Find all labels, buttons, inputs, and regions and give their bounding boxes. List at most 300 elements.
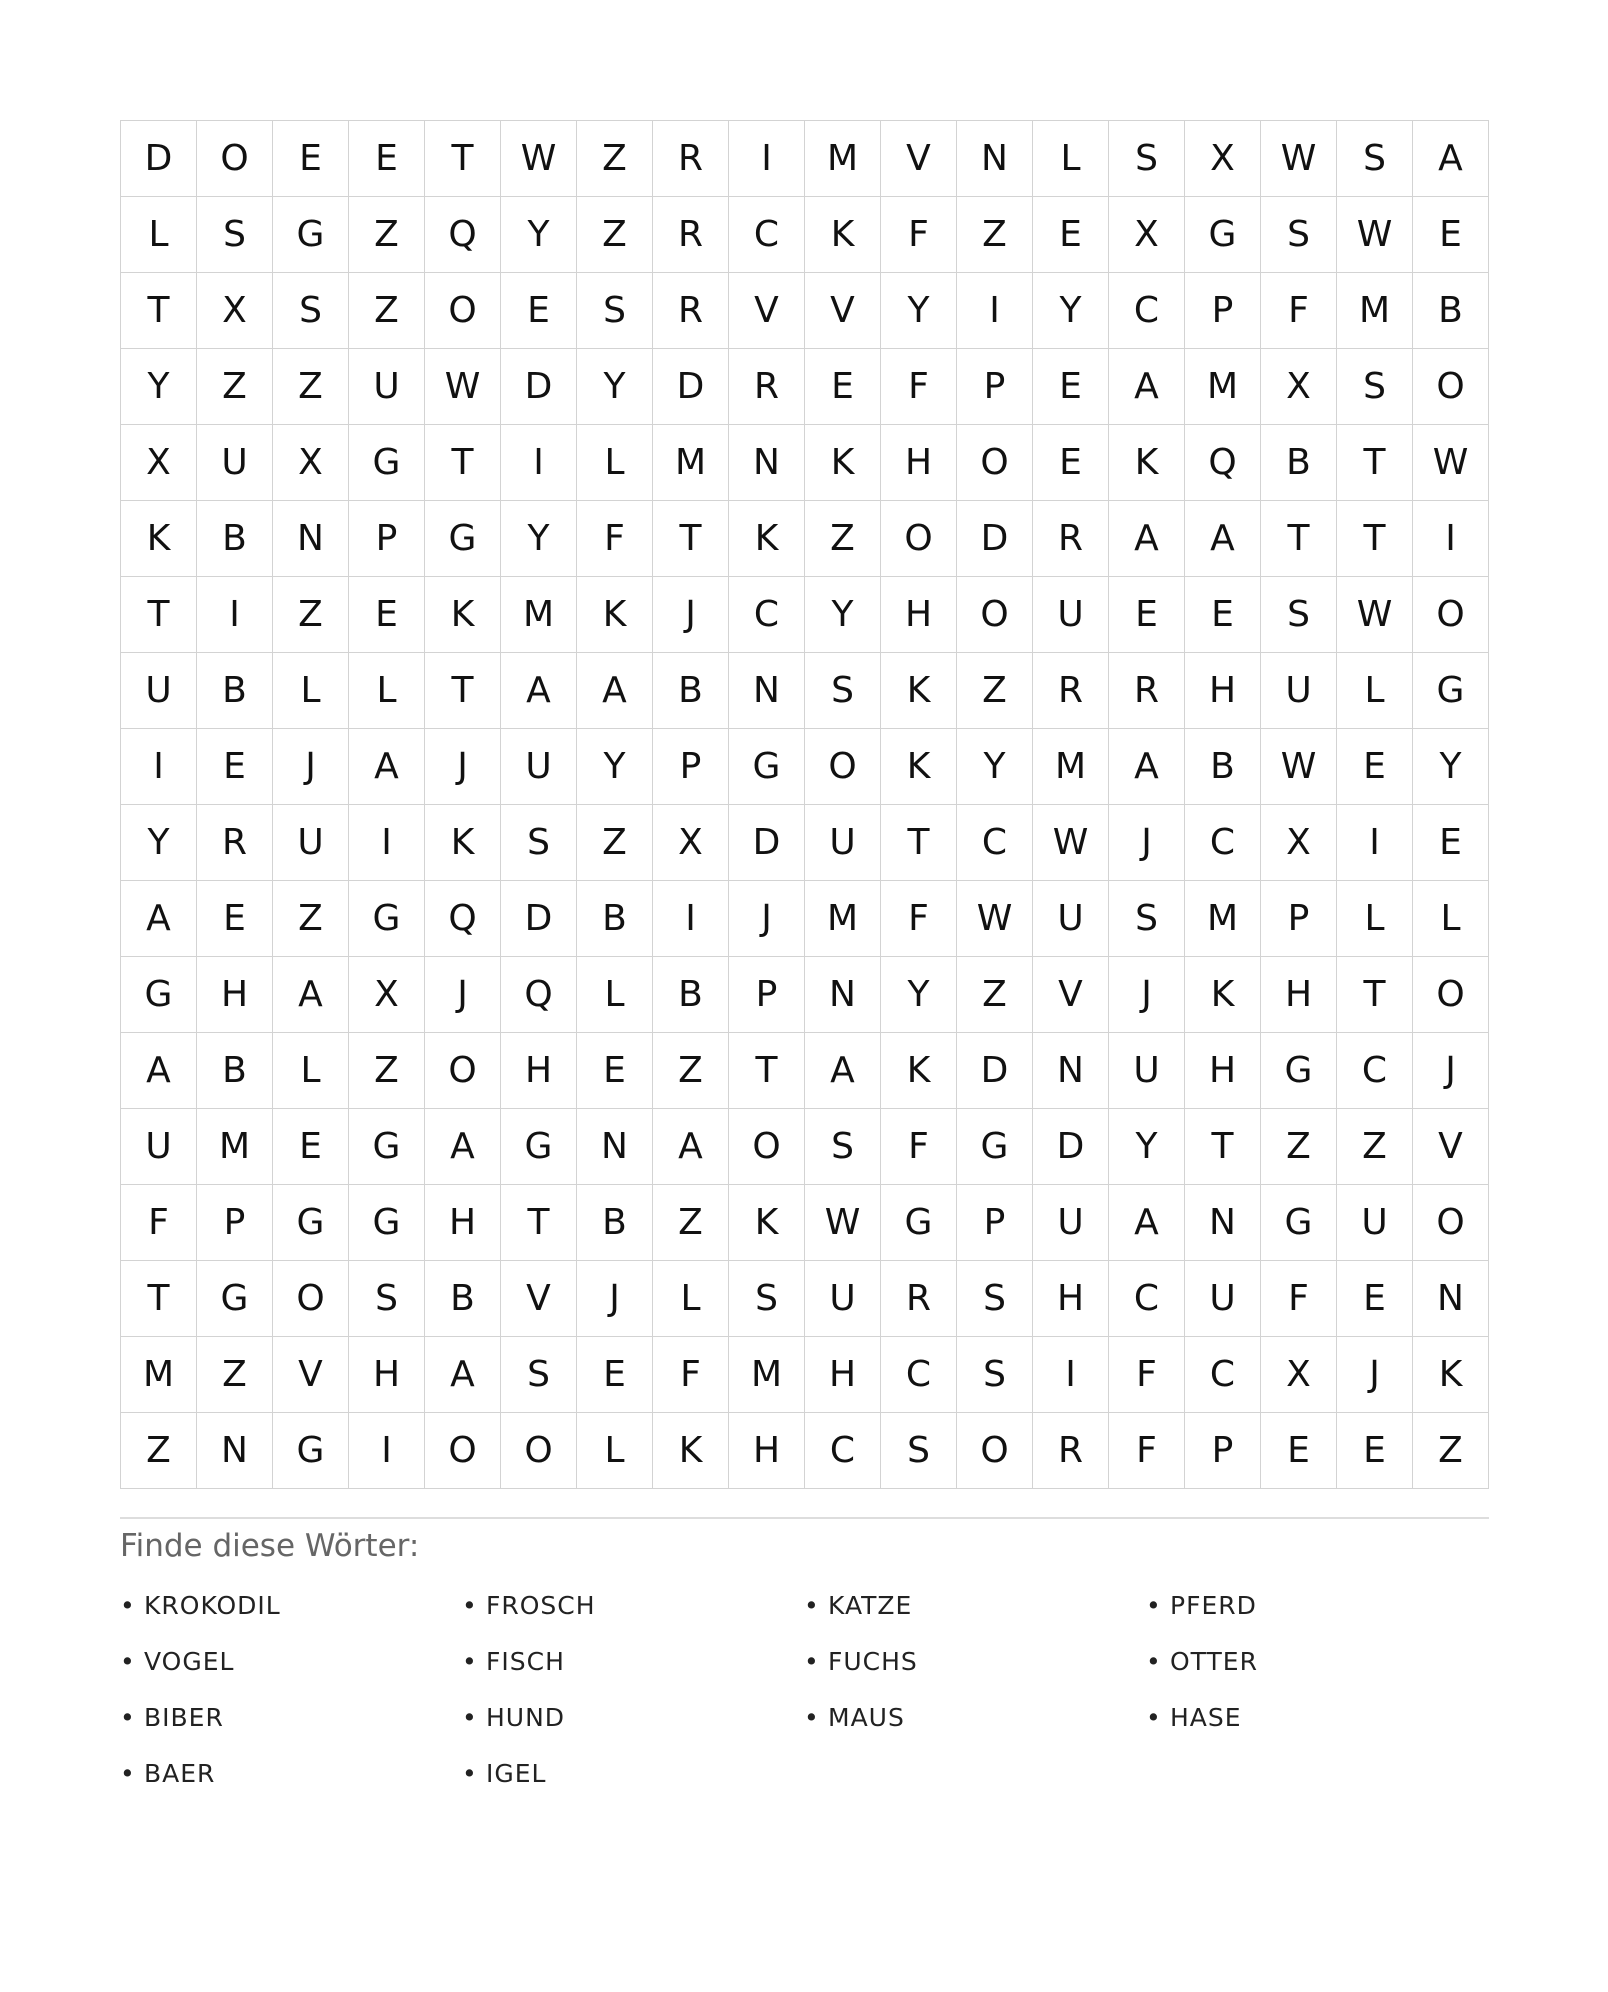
grid-cell[interactable]: U — [1337, 1185, 1413, 1261]
grid-cell[interactable]: Z — [349, 1033, 425, 1109]
grid-cell[interactable]: G — [349, 881, 425, 957]
grid-cell[interactable]: C — [729, 197, 805, 273]
grid-cell[interactable]: G — [501, 1109, 577, 1185]
grid-cell[interactable]: G — [349, 1185, 425, 1261]
grid-cell[interactable]: C — [881, 1337, 957, 1413]
grid-cell[interactable]: R — [1033, 653, 1109, 729]
grid-cell[interactable]: K — [1413, 1337, 1489, 1413]
grid-cell[interactable]: M — [197, 1109, 273, 1185]
grid-cell[interactable]: B — [653, 653, 729, 729]
grid-cell[interactable]: A — [349, 729, 425, 805]
grid-cell[interactable]: F — [1109, 1413, 1185, 1489]
grid-cell[interactable]: L — [273, 653, 349, 729]
grid-cell[interactable]: K — [1185, 957, 1261, 1033]
grid-cell[interactable]: U — [805, 805, 881, 881]
grid-cell[interactable]: F — [881, 881, 957, 957]
grid-cell[interactable]: T — [729, 1033, 805, 1109]
grid-cell[interactable]: A — [425, 1337, 501, 1413]
grid-cell[interactable]: Y — [805, 577, 881, 653]
grid-cell[interactable]: U — [349, 349, 425, 425]
grid-cell[interactable]: A — [1109, 501, 1185, 577]
grid-cell[interactable]: G — [881, 1185, 957, 1261]
grid-cell[interactable]: T — [1337, 501, 1413, 577]
grid-cell[interactable]: H — [349, 1337, 425, 1413]
grid-cell[interactable]: G — [349, 425, 425, 501]
grid-cell[interactable]: N — [1185, 1185, 1261, 1261]
grid-cell[interactable]: D — [957, 501, 1033, 577]
grid-cell[interactable]: T — [1185, 1109, 1261, 1185]
grid-cell[interactable]: U — [1109, 1033, 1185, 1109]
grid-cell[interactable]: Z — [349, 197, 425, 273]
grid-cell[interactable]: P — [349, 501, 425, 577]
grid-cell[interactable]: Z — [1337, 1109, 1413, 1185]
grid-cell[interactable]: U — [197, 425, 273, 501]
grid-cell[interactable]: S — [501, 805, 577, 881]
grid-cell[interactable]: L — [577, 425, 653, 501]
grid-cell[interactable]: F — [577, 501, 653, 577]
grid-cell[interactable]: I — [957, 273, 1033, 349]
grid-cell[interactable]: G — [273, 1413, 349, 1489]
grid-cell[interactable]: G — [957, 1109, 1033, 1185]
grid-cell[interactable]: O — [501, 1413, 577, 1489]
grid-cell[interactable]: B — [197, 653, 273, 729]
grid-cell[interactable]: X — [653, 805, 729, 881]
grid-cell[interactable]: C — [805, 1413, 881, 1489]
grid-cell[interactable]: S — [577, 273, 653, 349]
grid-cell[interactable]: Y — [881, 957, 957, 1033]
grid-cell[interactable]: Y — [577, 729, 653, 805]
grid-cell[interactable]: L — [653, 1261, 729, 1337]
grid-cell[interactable]: B — [577, 1185, 653, 1261]
grid-cell[interactable]: B — [653, 957, 729, 1033]
grid-cell[interactable]: T — [425, 121, 501, 197]
grid-cell[interactable]: D — [653, 349, 729, 425]
grid-cell[interactable]: Z — [273, 881, 349, 957]
grid-cell[interactable]: Q — [425, 197, 501, 273]
grid-cell[interactable]: Q — [501, 957, 577, 1033]
grid-cell[interactable]: T — [881, 805, 957, 881]
grid-cell[interactable]: M — [805, 121, 881, 197]
grid-cell[interactable]: G — [273, 197, 349, 273]
grid-cell[interactable]: A — [121, 1033, 197, 1109]
grid-cell[interactable]: W — [1413, 425, 1489, 501]
grid-cell[interactable]: Z — [1413, 1413, 1489, 1489]
grid-cell[interactable]: U — [1033, 1185, 1109, 1261]
grid-cell[interactable]: I — [121, 729, 197, 805]
grid-cell[interactable]: E — [1413, 805, 1489, 881]
grid-cell[interactable]: E — [501, 273, 577, 349]
grid-cell[interactable]: H — [1185, 653, 1261, 729]
grid-cell[interactable]: N — [729, 425, 805, 501]
grid-cell[interactable]: R — [653, 121, 729, 197]
grid-cell[interactable]: O — [197, 121, 273, 197]
grid-cell[interactable]: R — [653, 197, 729, 273]
grid-cell[interactable]: B — [1185, 729, 1261, 805]
grid-cell[interactable]: K — [1109, 425, 1185, 501]
grid-cell[interactable]: H — [1261, 957, 1337, 1033]
grid-cell[interactable]: K — [881, 729, 957, 805]
grid-cell[interactable]: X — [1185, 121, 1261, 197]
grid-cell[interactable]: M — [1337, 273, 1413, 349]
grid-cell[interactable]: Z — [577, 121, 653, 197]
grid-cell[interactable]: N — [197, 1413, 273, 1489]
grid-cell[interactable]: S — [1261, 577, 1337, 653]
grid-cell[interactable]: L — [1337, 653, 1413, 729]
grid-cell[interactable]: I — [197, 577, 273, 653]
grid-cell[interactable]: I — [1033, 1337, 1109, 1413]
grid-cell[interactable]: F — [1261, 273, 1337, 349]
grid-cell[interactable]: S — [1109, 881, 1185, 957]
grid-cell[interactable]: N — [1033, 1033, 1109, 1109]
grid-cell[interactable]: O — [957, 425, 1033, 501]
grid-cell[interactable]: V — [881, 121, 957, 197]
grid-cell[interactable]: H — [197, 957, 273, 1033]
grid-cell[interactable]: J — [1109, 957, 1185, 1033]
grid-cell[interactable]: E — [273, 1109, 349, 1185]
grid-cell[interactable]: F — [881, 349, 957, 425]
grid-cell[interactable]: F — [653, 1337, 729, 1413]
grid-cell[interactable]: F — [881, 197, 957, 273]
grid-cell[interactable]: R — [1033, 501, 1109, 577]
grid-cell[interactable]: W — [425, 349, 501, 425]
grid-cell[interactable]: B — [577, 881, 653, 957]
grid-cell[interactable]: U — [121, 1109, 197, 1185]
grid-cell[interactable]: Z — [197, 349, 273, 425]
grid-cell[interactable]: E — [273, 121, 349, 197]
grid-cell[interactable]: E — [1033, 349, 1109, 425]
grid-cell[interactable]: M — [501, 577, 577, 653]
grid-cell[interactable]: E — [1413, 197, 1489, 273]
grid-cell[interactable]: O — [1413, 349, 1489, 425]
grid-cell[interactable]: V — [501, 1261, 577, 1337]
grid-cell[interactable]: E — [805, 349, 881, 425]
grid-cell[interactable]: U — [1261, 653, 1337, 729]
grid-cell[interactable]: A — [653, 1109, 729, 1185]
grid-cell[interactable]: D — [121, 121, 197, 197]
grid-cell[interactable]: X — [349, 957, 425, 1033]
grid-cell[interactable]: E — [1033, 197, 1109, 273]
grid-cell[interactable]: C — [1185, 1337, 1261, 1413]
grid-cell[interactable]: D — [729, 805, 805, 881]
grid-cell[interactable]: O — [425, 1413, 501, 1489]
grid-cell[interactable]: J — [577, 1261, 653, 1337]
grid-cell[interactable]: E — [1033, 425, 1109, 501]
grid-cell[interactable]: Y — [121, 805, 197, 881]
grid-cell[interactable]: Z — [197, 1337, 273, 1413]
grid-cell[interactable]: E — [577, 1033, 653, 1109]
grid-cell[interactable]: E — [1337, 1261, 1413, 1337]
grid-cell[interactable]: Z — [273, 349, 349, 425]
grid-cell[interactable]: E — [1185, 577, 1261, 653]
grid-cell[interactable]: E — [349, 121, 425, 197]
grid-cell[interactable]: S — [1337, 349, 1413, 425]
grid-cell[interactable]: Q — [425, 881, 501, 957]
grid-cell[interactable]: K — [881, 653, 957, 729]
grid-cell[interactable]: S — [805, 653, 881, 729]
grid-cell[interactable]: Z — [957, 197, 1033, 273]
grid-cell[interactable]: X — [121, 425, 197, 501]
grid-cell[interactable]: T — [121, 577, 197, 653]
grid-cell[interactable]: O — [425, 273, 501, 349]
grid-cell[interactable]: T — [1261, 501, 1337, 577]
grid-cell[interactable]: R — [729, 349, 805, 425]
grid-cell[interactable]: K — [881, 1033, 957, 1109]
grid-cell[interactable]: O — [957, 1413, 1033, 1489]
grid-cell[interactable]: H — [729, 1413, 805, 1489]
grid-cell[interactable]: A — [805, 1033, 881, 1109]
grid-cell[interactable]: A — [577, 653, 653, 729]
grid-cell[interactable]: K — [805, 425, 881, 501]
grid-cell[interactable]: H — [501, 1033, 577, 1109]
grid-cell[interactable]: G — [1261, 1185, 1337, 1261]
grid-cell[interactable]: E — [1261, 1413, 1337, 1489]
grid-cell[interactable]: S — [805, 1109, 881, 1185]
grid-cell[interactable]: Z — [957, 957, 1033, 1033]
grid-cell[interactable]: S — [1337, 121, 1413, 197]
grid-cell[interactable]: N — [577, 1109, 653, 1185]
grid-cell[interactable]: Z — [805, 501, 881, 577]
grid-cell[interactable]: H — [425, 1185, 501, 1261]
grid-cell[interactable]: V — [805, 273, 881, 349]
grid-cell[interactable]: A — [1413, 121, 1489, 197]
grid-cell[interactable]: J — [273, 729, 349, 805]
grid-cell[interactable]: W — [501, 121, 577, 197]
grid-cell[interactable]: T — [425, 653, 501, 729]
grid-cell[interactable]: Y — [121, 349, 197, 425]
grid-cell[interactable]: G — [273, 1185, 349, 1261]
grid-cell[interactable]: N — [273, 501, 349, 577]
grid-cell[interactable]: R — [197, 805, 273, 881]
grid-cell[interactable]: G — [1261, 1033, 1337, 1109]
grid-cell[interactable]: W — [805, 1185, 881, 1261]
grid-cell[interactable]: C — [1185, 805, 1261, 881]
grid-cell[interactable]: I — [349, 805, 425, 881]
grid-cell[interactable]: A — [1109, 729, 1185, 805]
grid-cell[interactable]: W — [1261, 729, 1337, 805]
grid-cell[interactable]: O — [805, 729, 881, 805]
grid-cell[interactable]: C — [1109, 1261, 1185, 1337]
grid-cell[interactable]: Z — [577, 197, 653, 273]
grid-cell[interactable]: U — [501, 729, 577, 805]
grid-cell[interactable]: E — [1109, 577, 1185, 653]
grid-cell[interactable]: P — [1261, 881, 1337, 957]
grid-cell[interactable]: I — [653, 881, 729, 957]
grid-cell[interactable]: K — [577, 577, 653, 653]
grid-cell[interactable]: O — [881, 501, 957, 577]
grid-cell[interactable]: Y — [881, 273, 957, 349]
grid-cell[interactable]: D — [501, 881, 577, 957]
grid-cell[interactable]: T — [1337, 425, 1413, 501]
grid-cell[interactable]: J — [1413, 1033, 1489, 1109]
grid-cell[interactable]: M — [1185, 349, 1261, 425]
grid-cell[interactable]: X — [1261, 1337, 1337, 1413]
grid-cell[interactable]: J — [1109, 805, 1185, 881]
grid-cell[interactable]: C — [1337, 1033, 1413, 1109]
grid-cell[interactable]: O — [1413, 1185, 1489, 1261]
grid-cell[interactable]: E — [1337, 1413, 1413, 1489]
grid-cell[interactable]: V — [273, 1337, 349, 1413]
grid-cell[interactable]: A — [1185, 501, 1261, 577]
grid-cell[interactable]: U — [1033, 881, 1109, 957]
grid-cell[interactable]: K — [425, 805, 501, 881]
grid-cell[interactable]: E — [197, 881, 273, 957]
grid-cell[interactable]: L — [577, 957, 653, 1033]
grid-cell[interactable]: M — [121, 1337, 197, 1413]
grid-cell[interactable]: R — [1033, 1413, 1109, 1489]
grid-cell[interactable]: Y — [1109, 1109, 1185, 1185]
grid-cell[interactable]: A — [1109, 1185, 1185, 1261]
grid-cell[interactable]: T — [1337, 957, 1413, 1033]
grid-cell[interactable]: S — [501, 1337, 577, 1413]
grid-cell[interactable]: P — [653, 729, 729, 805]
grid-cell[interactable]: G — [425, 501, 501, 577]
grid-cell[interactable]: U — [121, 653, 197, 729]
grid-cell[interactable]: D — [957, 1033, 1033, 1109]
grid-cell[interactable]: J — [653, 577, 729, 653]
grid-cell[interactable]: O — [273, 1261, 349, 1337]
grid-cell[interactable]: Z — [653, 1033, 729, 1109]
grid-cell[interactable]: C — [957, 805, 1033, 881]
grid-cell[interactable]: S — [957, 1261, 1033, 1337]
grid-cell[interactable]: V — [1033, 957, 1109, 1033]
grid-cell[interactable]: L — [1337, 881, 1413, 957]
grid-cell[interactable]: E — [577, 1337, 653, 1413]
grid-cell[interactable]: M — [1033, 729, 1109, 805]
grid-cell[interactable]: S — [957, 1337, 1033, 1413]
grid-cell[interactable]: L — [349, 653, 425, 729]
grid-cell[interactable]: D — [1033, 1109, 1109, 1185]
grid-cell[interactable]: Z — [349, 273, 425, 349]
grid-cell[interactable]: T — [653, 501, 729, 577]
grid-cell[interactable]: N — [1413, 1261, 1489, 1337]
grid-cell[interactable]: K — [425, 577, 501, 653]
grid-cell[interactable]: P — [197, 1185, 273, 1261]
grid-cell[interactable]: M — [729, 1337, 805, 1413]
grid-cell[interactable]: F — [881, 1109, 957, 1185]
grid-cell[interactable]: I — [729, 121, 805, 197]
grid-cell[interactable]: L — [121, 197, 197, 273]
grid-cell[interactable]: H — [1033, 1261, 1109, 1337]
grid-cell[interactable]: K — [805, 197, 881, 273]
grid-cell[interactable]: E — [1337, 729, 1413, 805]
grid-cell[interactable]: W — [1261, 121, 1337, 197]
grid-cell[interactable]: E — [197, 729, 273, 805]
grid-cell[interactable]: M — [805, 881, 881, 957]
grid-cell[interactable]: W — [1033, 805, 1109, 881]
grid-cell[interactable]: O — [425, 1033, 501, 1109]
grid-cell[interactable]: U — [805, 1261, 881, 1337]
grid-cell[interactable]: F — [1261, 1261, 1337, 1337]
grid-cell[interactable]: N — [729, 653, 805, 729]
grid-cell[interactable]: O — [729, 1109, 805, 1185]
grid-cell[interactable]: X — [1261, 349, 1337, 425]
grid-cell[interactable]: A — [1109, 349, 1185, 425]
grid-cell[interactable]: S — [1109, 121, 1185, 197]
grid-cell[interactable]: R — [653, 273, 729, 349]
grid-cell[interactable]: M — [1185, 881, 1261, 957]
grid-cell[interactable]: V — [729, 273, 805, 349]
grid-cell[interactable]: I — [1413, 501, 1489, 577]
grid-cell[interactable]: I — [349, 1413, 425, 1489]
grid-cell[interactable]: Z — [653, 1185, 729, 1261]
grid-cell[interactable]: H — [1185, 1033, 1261, 1109]
grid-cell[interactable]: H — [805, 1337, 881, 1413]
grid-cell[interactable]: X — [1261, 805, 1337, 881]
grid-cell[interactable]: V — [1413, 1109, 1489, 1185]
grid-cell[interactable]: A — [121, 881, 197, 957]
grid-cell[interactable]: S — [729, 1261, 805, 1337]
grid-cell[interactable]: R — [1109, 653, 1185, 729]
grid-cell[interactable]: C — [1109, 273, 1185, 349]
grid-cell[interactable]: W — [957, 881, 1033, 957]
grid-cell[interactable]: Y — [501, 501, 577, 577]
grid-cell[interactable]: J — [1337, 1337, 1413, 1413]
grid-cell[interactable]: G — [349, 1109, 425, 1185]
grid-cell[interactable]: K — [729, 501, 805, 577]
grid-cell[interactable]: Y — [501, 197, 577, 273]
grid-cell[interactable]: B — [197, 1033, 273, 1109]
grid-cell[interactable]: C — [729, 577, 805, 653]
grid-cell[interactable]: W — [1337, 577, 1413, 653]
grid-cell[interactable]: P — [729, 957, 805, 1033]
grid-cell[interactable]: F — [1109, 1337, 1185, 1413]
grid-cell[interactable]: B — [1261, 425, 1337, 501]
grid-cell[interactable]: J — [425, 729, 501, 805]
grid-cell[interactable]: Y — [577, 349, 653, 425]
grid-cell[interactable]: U — [1185, 1261, 1261, 1337]
grid-cell[interactable]: U — [1033, 577, 1109, 653]
grid-cell[interactable]: X — [273, 425, 349, 501]
grid-cell[interactable]: X — [1109, 197, 1185, 273]
grid-cell[interactable]: Y — [1413, 729, 1489, 805]
grid-cell[interactable]: P — [957, 349, 1033, 425]
grid-cell[interactable]: D — [501, 349, 577, 425]
grid-cell[interactable]: H — [881, 425, 957, 501]
grid-cell[interactable]: T — [425, 425, 501, 501]
grid-cell[interactable]: G — [1185, 197, 1261, 273]
grid-cell[interactable]: A — [501, 653, 577, 729]
grid-cell[interactable]: Z — [957, 653, 1033, 729]
grid-cell[interactable]: K — [121, 501, 197, 577]
grid-cell[interactable]: H — [881, 577, 957, 653]
grid-cell[interactable]: X — [197, 273, 273, 349]
grid-cell[interactable]: P — [957, 1185, 1033, 1261]
grid-cell[interactable]: I — [501, 425, 577, 501]
grid-cell[interactable]: Z — [1261, 1109, 1337, 1185]
grid-cell[interactable]: O — [1413, 957, 1489, 1033]
grid-cell[interactable]: G — [729, 729, 805, 805]
grid-cell[interactable]: G — [1413, 653, 1489, 729]
grid-cell[interactable]: A — [273, 957, 349, 1033]
grid-cell[interactable]: Z — [121, 1413, 197, 1489]
grid-cell[interactable]: W — [1337, 197, 1413, 273]
grid-cell[interactable]: U — [273, 805, 349, 881]
grid-cell[interactable]: S — [1261, 197, 1337, 273]
grid-cell[interactable]: I — [1337, 805, 1413, 881]
grid-cell[interactable]: J — [425, 957, 501, 1033]
grid-cell[interactable]: Q — [1185, 425, 1261, 501]
grid-cell[interactable]: Y — [957, 729, 1033, 805]
grid-cell[interactable]: L — [273, 1033, 349, 1109]
grid-cell[interactable]: M — [653, 425, 729, 501]
grid-cell[interactable]: K — [729, 1185, 805, 1261]
grid-cell[interactable]: Y — [1033, 273, 1109, 349]
grid-cell[interactable]: S — [197, 197, 273, 273]
grid-cell[interactable]: G — [197, 1261, 273, 1337]
grid-cell[interactable]: G — [121, 957, 197, 1033]
grid-cell[interactable]: E — [349, 577, 425, 653]
grid-cell[interactable]: A — [425, 1109, 501, 1185]
